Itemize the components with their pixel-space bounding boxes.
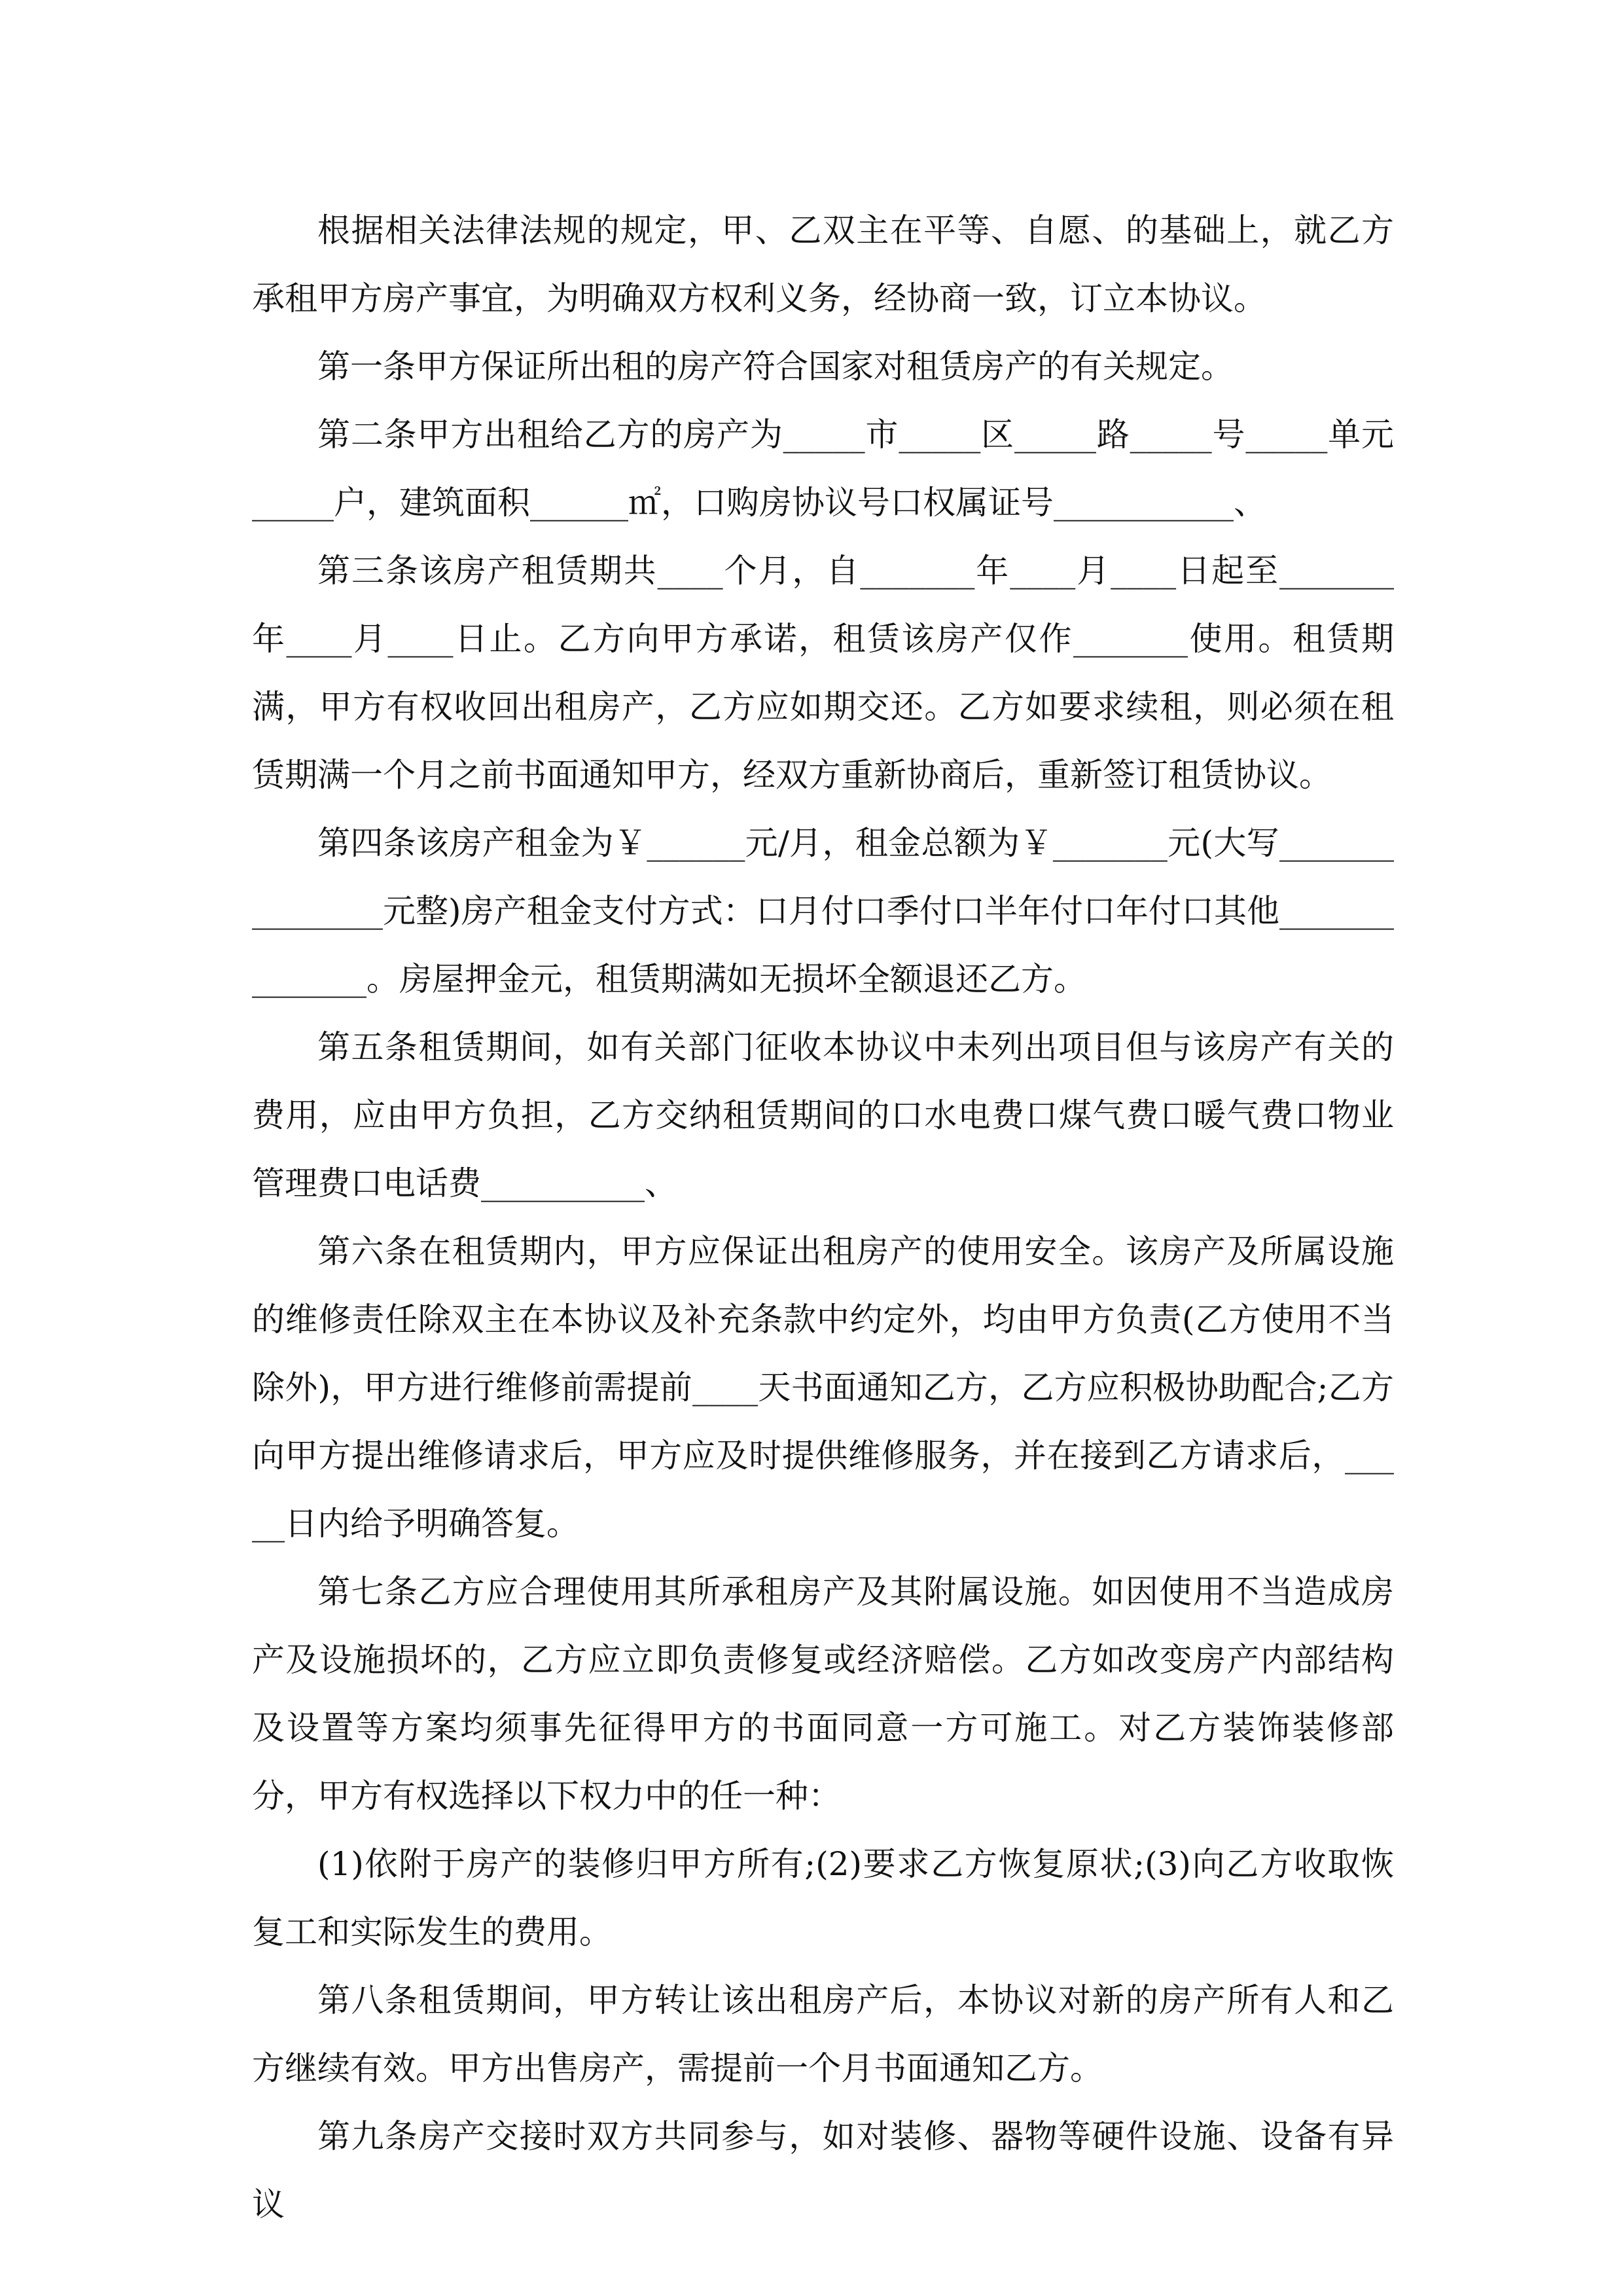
paragraph-article-7-options: (1)依附于房产的装修归甲方所有;(2)要求乙方恢复原状;(3)向乙方收取恢复工和实际发生的费用。 bbox=[252, 1845, 1394, 1951]
document-body bbox=[252, 196, 1394, 2238]
paragraph-article-8: 第八条租赁期间，甲方转让该出租房产后，本协议对新的房产所有人和乙方继续有效。甲方出售房产，需提前一个月书面通知乙方。 bbox=[252, 1981, 1394, 2087]
paragraph-article-9: 第九条房产交接时双方共同参与，如对装修、器物等硬件设施、设备有异议 bbox=[252, 2117, 1394, 2223]
paragraph-article-7: 第七条乙方应合理使用其所承租房产及其附属设施。如因使用不当造成房产及设施损坏的，乙方应立即负责修复或经济赔偿。乙方如改变房产内部结构及设置等方案均须事先征得甲方的书面同意一方可施工。对乙方装饰装修部分，甲方有权选择以下权力中的任一种： bbox=[252, 1573, 1394, 1815]
paragraph-article-5: 第五条租赁期间，如有关部门征收本协议中未列出项目但与该房产有关的费用，应由甲方负担，乙方交纳租赁期间的口水电费口煤气费口暖气费口物业管理费口电话费__________、 bbox=[252, 1028, 1394, 1202]
paragraph-preamble: 根据相关法律法规的规定，甲、乙双主在平等、自愿、的基础上，就乙方承租甲方房产事宜，为明确双方权利义务，经协商一致，订立本协议。 bbox=[252, 211, 1394, 317]
paragraph-article-3: 第三条该房产租赁期共____个月，自_______年____月____日起至_______年____月____日止。乙方向甲方承诺，租赁该房产仅作_______使用。租赁期满，甲方有权收回出租房产，乙方应如期交还。乙方如要求续租，则必须在租赁期满一个月之前书面通知甲方，经双方重新协商后，重新签订租赁协议。 bbox=[252, 552, 1394, 794]
paragraph-article-4: 第四条该房产租金为￥______元/月，租金总额为￥_______元(大写_______________元整)房产租金支付方式：口月付口季付口半年付口年付口其他______________。房屋押金元，租赁期满如无损坏全额退还乙方。 bbox=[252, 824, 1394, 998]
paragraph-article-1: 第一条甲方保证所出租的房产符合国家对租赁房产的有关规定。 bbox=[317, 348, 1234, 386]
paragraph-article-6: 第六条在租赁期内，甲方应保证出租房产的使用安全。该房产及所属设施的维修责任除双主在本协议及补充条款中约定外，均由甲方负责(乙方使用不当除外)，甲方进行维修前需提前____天书面通知乙方，乙方应积极协助配合;乙方向甲方提出维修请求后，甲方应及时提供维修服务，并在接到乙方请求后，_____日内给予明确答复。 bbox=[252, 1232, 1394, 1543]
paragraph-article-2: 第二条甲方出租给乙方的房产为_____市_____区_____路_____号_____单元_____户，建筑面积______㎡，口购房协议号口权属证号___________、 bbox=[252, 416, 1394, 522]
